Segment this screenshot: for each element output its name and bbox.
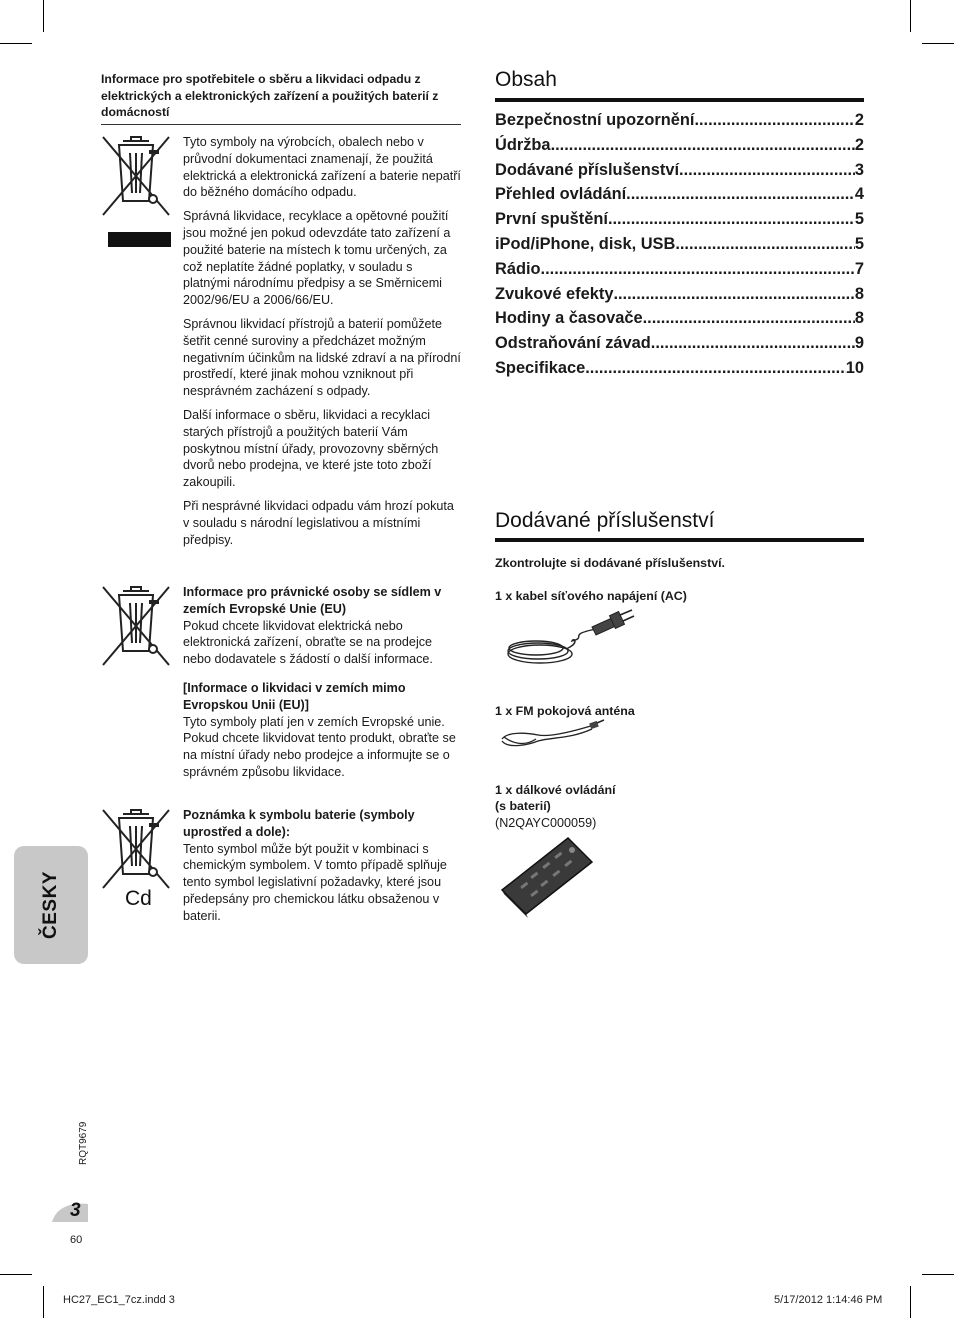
footer-file: HC27_EC1_7cz.indd 3 <box>63 1294 175 1306</box>
fm-antenna-label: 1 x FM pokojová anténa <box>495 704 635 718</box>
toc-item[interactable] <box>495 331 864 356</box>
paragraph: Tyto symboly na výrobcích, obalech nebo v průvodní dokumentaci znamenají, že použitá elektrická a elektronická zařízení a baterie nepatří do běžného domácího odpadu. <box>183 135 461 200</box>
crop-mark <box>43 0 44 32</box>
fm-antenna-illustration <box>498 719 608 751</box>
toc-item-page: 10 <box>845 358 864 377</box>
toc-item[interactable] <box>495 232 864 257</box>
paragraph: Správnou likvidací přístrojů a baterií pomůžete šetřit cenné suroviny a předcházet možným negativním účinkům na lidské zdraví a na přírodní prostředí, které jinak mohou vzniknout při nesprávném zacházení s odpady. <box>183 316 461 399</box>
crop-mark <box>910 1286 911 1318</box>
toc-list <box>495 108 864 381</box>
paragraph: Tento symbol může být použit v kombinaci s chemickým symbolem. V tomto případě splňuje tento symbol legislativní požadavky, které jsou předepsány pro chemickou látku obsaženou v baterii. <box>183 841 447 923</box>
paragraph <box>183 584 461 618</box>
toc-item[interactable] <box>495 306 864 331</box>
toc-item-label: Hodiny a časovače <box>495 309 643 328</box>
language-tab-label: ČESKY <box>40 871 61 939</box>
toc-item-label: První spuštění <box>495 210 608 229</box>
remote-battery-label: (s baterií) <box>495 799 551 813</box>
paragraph: Pokud chcete likvidovat elektrická nebo elektronická zařízení, obraťte se na prodejce nebo dodavatele s žádostí o další informace. <box>183 618 433 667</box>
ac-cord-label: 1 x kabel síťového napájení (AC) <box>495 589 687 603</box>
disposal-block1 <box>183 134 461 555</box>
toc-item-label: Dodávané příslušenství <box>495 160 680 179</box>
paragraph <box>183 680 461 714</box>
toc-item-page: 8 <box>854 309 864 328</box>
toc-item-label: Bezpečnostní upozornění <box>495 111 695 129</box>
black-bar-symbol <box>108 232 171 247</box>
paragraph <box>183 807 461 841</box>
noneu-title: [Informace o likvidaci v zemích mimo Evropskou Unii (EU)] <box>183 680 406 712</box>
paragraph: Správná likvidace, recyklace a opětovné použití jsou možné jen pokud odevzdáte tato zařízení a použité baterie na místech k tomu určených, za což neplatíte žádné poplatky, v souladu s platnými národnímu předpisy a se Směrnicemi 2002/96/EU a 2006/66/EU. <box>183 209 451 308</box>
toc-item[interactable] <box>495 356 864 381</box>
toc-item[interactable] <box>495 182 864 207</box>
page-sub-number: 60 <box>70 1234 83 1246</box>
toc-item-page: 4 <box>854 185 864 204</box>
toc-item-page: 7 <box>854 259 864 278</box>
crop-mark <box>43 1286 44 1318</box>
crop-mark <box>0 43 32 44</box>
eu-title: Informace pro právnické osoby se sídlem v zemích Evropské Unie (EU) <box>183 585 442 616</box>
crossed-bin-icon <box>101 135 171 217</box>
crop-mark <box>922 1274 954 1275</box>
toc-item-label: Údržba <box>495 135 551 154</box>
toc-item[interactable] <box>495 207 864 232</box>
toc-item[interactable] <box>495 257 864 282</box>
section-rule <box>495 538 864 542</box>
paragraph: Další informace o sběru, likvidaci a recyklaci starých přístrojů a použitých baterií Vám poskytnou místní úřady, provozovny sběrných dvorů nebo prodejna, ve které jste toto zboží zakoupili. <box>183 407 439 490</box>
language-tab <box>14 846 88 964</box>
disposal-heading: Informace pro spotřebitele o sběru a likvidaci odpadu z elektrických a elektronických zařízení a použitých baterií z domácností <box>101 72 439 119</box>
paragraph: Tyto symboly platí jen v zemích Evropské unie. Pokud chcete likvidovat tento produkt, obraťte se na místní úřady nebo prodejce a informujte se o správném způsobu likvidace. <box>183 714 456 779</box>
divider <box>101 124 461 125</box>
disposal-block2 <box>183 584 461 788</box>
toc-item[interactable] <box>495 133 864 158</box>
toc-item-page: 5 <box>854 210 864 229</box>
toc-item-label: Odstraňování závad <box>495 334 651 353</box>
crossed-bin-icon <box>101 585 171 667</box>
crossed-bin-icon <box>101 808 171 890</box>
remote-label: 1 x dálkové ovládání <box>495 783 616 797</box>
doc-code: RQT9679 <box>78 1121 89 1165</box>
toc-item-label: Přehled ovládání <box>495 185 627 204</box>
toc-item-label: Specifikace <box>495 358 586 377</box>
toc-item-label: Rádio <box>495 259 541 278</box>
disposal-block3 <box>183 807 461 932</box>
toc-item-page: 2 <box>854 111 864 129</box>
remote-control-illustration <box>498 834 596 918</box>
toc-item-label: Zvukové efekty <box>495 284 614 303</box>
crop-mark <box>922 43 954 44</box>
toc-item-page: 5 <box>854 234 864 253</box>
remote-code: (N2QAYC000059) <box>495 816 597 830</box>
toc-item-page: 9 <box>854 334 864 353</box>
toc-title: Obsah <box>495 68 557 91</box>
toc-item-page: 3 <box>854 160 864 179</box>
toc-item-page: 2 <box>854 135 864 154</box>
chemical-symbol: Cd <box>125 887 152 910</box>
accessories-title: Dodávané příslušenství <box>495 509 715 532</box>
page-number: 3 <box>70 1200 81 1221</box>
section-rule <box>495 98 864 102</box>
crop-mark <box>0 1274 32 1275</box>
toc-item-page: 8 <box>854 284 864 303</box>
toc-item[interactable] <box>495 158 864 183</box>
battery-note-title: Poznámka k symbolu baterie (symboly uprostřed a dole): <box>183 808 415 839</box>
toc-item-label: iPod/iPhone, disk, USB <box>495 234 676 253</box>
toc-item[interactable] <box>495 108 864 133</box>
toc-item[interactable] <box>495 282 864 307</box>
ac-cord-illustration <box>500 607 635 669</box>
accessories-check: Zkontrolujte si dodávané příslušenství. <box>495 556 725 570</box>
footer-datetime: 5/17/2012 1:14:46 PM <box>774 1294 883 1306</box>
crop-mark <box>910 0 911 32</box>
paragraph: Při nesprávné likvidaci odpadu vám hrozí pokuta v souladu s národní legislativou a místními předpisy. <box>183 498 454 547</box>
